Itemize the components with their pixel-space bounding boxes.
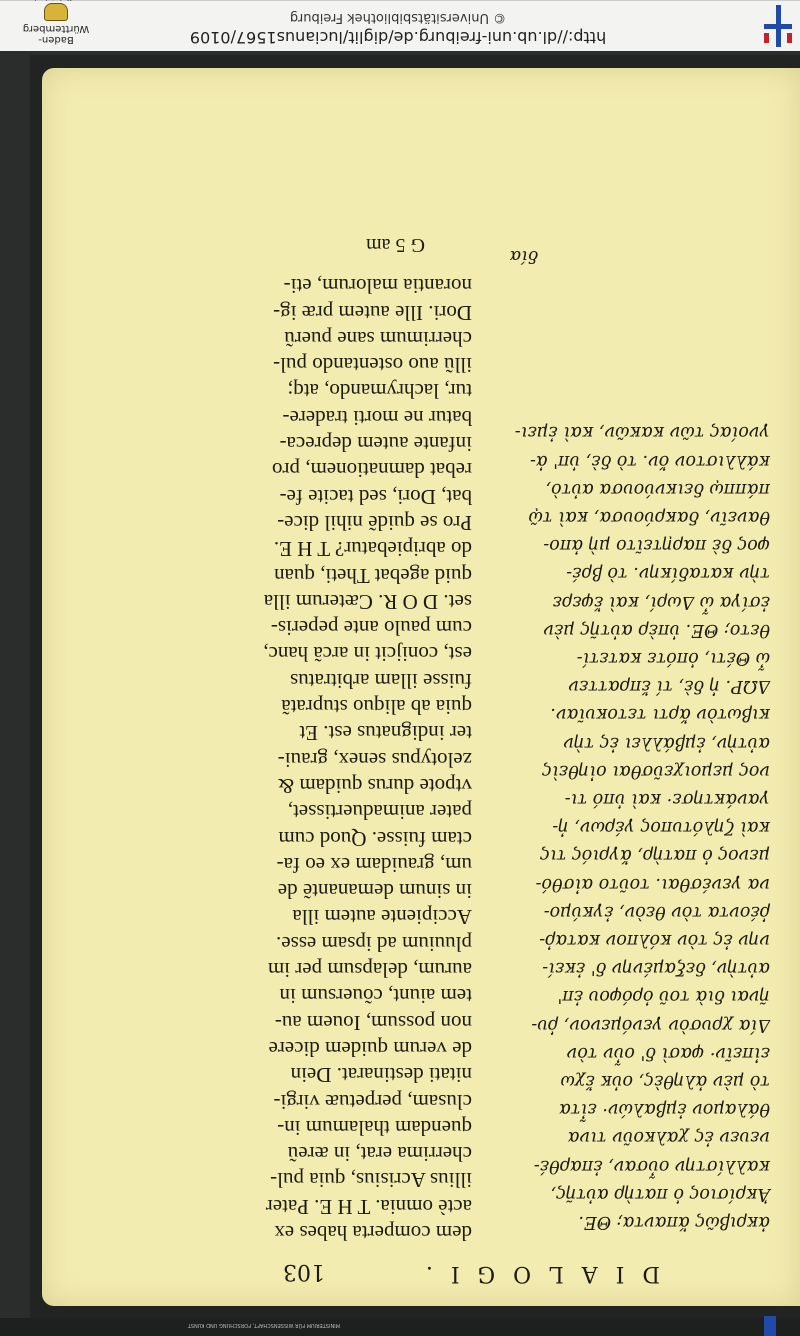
bottom-credit-strip [0,1318,800,1336]
page-content-rotated [42,68,800,1306]
signature-mark: G 5 am [366,234,425,256]
latin-line: cum paulo ante peperis- [270,616,472,641]
latin-line: ctam fuisse. Quod cum [278,826,472,851]
running-header: DIALOGI. [407,1261,660,1286]
sponsor-state: Baden-Württemberg [22,23,90,45]
latin-line: in sinum demanantẽ de [277,879,472,904]
greek-line: τὴν καταδίκην. τὸ βρέ- [566,563,770,584]
greek-line: ΔΩΡ. ἡ δὲ, τί ἔπραττεν [568,676,770,697]
document-url[interactable]: http://dl.ub.uni-freiburg.de/diglit/lucianus1567/0109 [189,28,607,47]
greek-line: ἀκριβῶς ἅπαντα; ΘΕ. [578,1212,770,1232]
page-number: 103 [283,1259,325,1284]
greek-line: Δία χρυσὸν γενόμενον, ῥυ- [531,1014,770,1035]
greek-line: εἰπεῖν· φασὶ δ' οὖν τὸν [566,1042,770,1063]
ub-freiburg-logo-icon [758,5,798,47]
latin-line: cherrimum sane puerũ [284,326,472,351]
greek-line: καὶ ζηλότυπος γέρων, ἠ- [552,817,770,838]
greek-line: τὸ μὲν ἀληθὲς, οὐκ ἔχω [560,1070,770,1091]
latin-line: non possum, Iouem au- [274,1010,472,1035]
greek-line: ῆναι διὰ τοῦ ὀρόφου ἐπ' [557,986,770,1007]
latin-line: bat, Dori, sed tacite fe- [279,484,472,509]
latin-line: Dori. Ille autem præ ig- [273,300,472,325]
greek-line: κάλλιστον ὄν. τὸ δὲ, ὑπ' ἀ- [529,450,770,471]
latin-line: fuisse illam arbitratus [290,668,472,693]
latin-text-column [212,273,472,1246]
latin-line: illũ auo ostentando pul- [273,353,472,378]
ministry-credit: MINISTERIUM FÜR WISSENSCHAFT, FORSCHUNG UND KUNST [187,1322,340,1328]
greek-line: θετο; ΘΕ. ὑπὲρ αὑτῆς μὲν [543,619,770,640]
greek-line: Ἀκρίσιος ὁ πατὴρ αὐτῆς, [550,1183,770,1204]
greek-line: αὐτὴν, ἐμβάλλει ἐς τὴν [563,732,770,753]
state-coat-of-arms-icon [44,3,68,21]
greek-line: καλλίστην οὖσαν, ἐπαρθέ- [533,1155,770,1176]
greek-line: να γενέσθαι. τοῦτο αἰσθό- [535,873,770,894]
greek-line: ἐσίγα ὦ Δωρί, καὶ ἔφερε [552,591,770,612]
greek-line: νευεν ἐς χαλκοῦν τινα [567,1127,770,1148]
greek-line: κιβωτὸν ἄρτι τετοκυῖαν. [550,704,770,725]
latin-line: pluuium ad ipsam esse. [276,931,472,956]
latin-line: Pro se quidẽ nihil dice- [277,510,472,535]
latin-line: do abripiebatur? T H E. [273,537,472,562]
latin-line: actè omnia. T H E. Pater [265,1194,472,1219]
latin-line: norantia malorum, eti- [283,274,472,299]
greek-line: θανεῖν, δακρύουσα, καὶ τῷ [528,506,770,527]
viewer-marker-icon [764,1316,776,1336]
library-credit: © Universitätsbibliothek Freiburg [289,10,507,25]
sponsor-block [6,0,106,45]
greek-line: ὦ Θέτι, ὁπότε κατετί- [576,647,770,668]
greek-line: θάλαμον ἐμβαλών· εἶτα [559,1099,770,1120]
greek-line: γνοίας τῶν κακῶν, καὶ ἐμει- [514,422,770,443]
viewer-banner [0,0,800,51]
latin-line: ter indignatus est. Et [299,721,472,746]
latin-line: quendam thalamum in- [277,1115,472,1140]
book-page [42,68,800,1306]
greek-line: φος δὲ παρῃτεῖτο μὴ ἀπο- [543,535,770,556]
greek-line: αὐτὴν, δεξαμένην δ' ἐκεί- [542,958,770,979]
latin-line: um, grauidam ex eo fa- [276,852,472,877]
latin-line: pater animaduertisset, [287,800,472,825]
latin-line: nitati destinarat. Dein [290,1063,472,1088]
latin-line: rebat damnationem, pro [271,458,472,483]
latin-line: de verum quidem dicere [268,1036,472,1061]
latin-line: zelotypus senex, graui- [277,747,472,772]
latin-line: quid agebat Theti, quan [274,563,472,588]
latin-line: cherrima erat, in æreũ [287,1142,472,1167]
latin-line: set. D O R. Cæterum illa [263,589,472,614]
latin-line: vtpote durus quidam & [277,773,472,798]
greek-line: μενος ὁ πατὴρ, ἄγριός τις [540,845,770,866]
greek-line: ῥέοντα τὸν θεὸν, ἐγκύμο- [543,901,770,922]
latin-line: tem aiunt, cõuersum in [279,984,472,1009]
latin-line: infante autem depreca- [279,432,472,457]
greek-line: γανάκτησε· καὶ ὑπό τι- [564,788,770,809]
latin-line: batur ne morti tradere- [282,405,472,430]
sponsor-label [6,0,106,1]
latin-line: tur, lachrymando, atq; [287,379,472,404]
latin-line: dem comperta habes ex [274,1221,472,1245]
latin-line: est, conijcit in arcã hanc, [263,642,472,667]
latin-line: aurum, delapsum per im [267,958,472,983]
latin-line: illius Acrisius, quia pul- [270,1168,472,1193]
greek-text-column [490,418,770,1236]
latin-line: quia ab aliquo stupratã [281,695,472,720]
greek-line: νην ἐς τὸν κόλπον καταῤ- [539,929,770,950]
greek-catchword: δία [509,246,538,266]
greek-line: πάππῳ δεικνύουσα αὐτὸ, [545,478,770,499]
latin-line: clusam, perpetuæ virgi- [273,1089,472,1114]
greek-line: νος μεμοιχεῦσθαι οἰηθεὶς [542,760,770,781]
latin-line: Accipiente autem illa [292,905,472,930]
